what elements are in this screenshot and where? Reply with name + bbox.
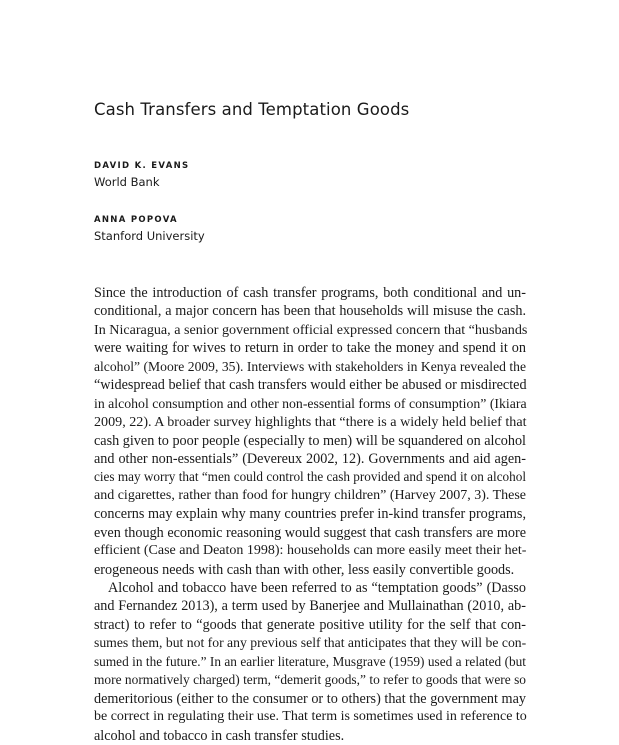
body-line: efficient (Case and Deaton 1998): households can more easily meet their het- <box>94 543 527 559</box>
body-line: and other non-essentials” (Devereux 2002, 12). Governments and aid agen- <box>94 450 526 467</box>
body-line: were waiting for wives to return in order to take the money and spend it on <box>94 340 526 357</box>
body-line: stract) to refer to “goods that generate positive utility for the self that con- <box>94 616 526 633</box>
body-line: Since the introduction of cash transfer programs, both conditional and un- <box>94 285 526 301</box>
body-line: In Nicaragua, a senior government official expressed concern that “husbands <box>94 321 528 338</box>
body-line: 2009, 22). A broader survey highlights that “there is a widely held belief that <box>94 414 527 431</box>
body-line: more normatively charged) term, “demerit goods,” to refer to goods that were so <box>94 672 526 688</box>
body-line: demeritorious (either to the consumer or to others) that the government may <box>94 690 526 707</box>
article-title: Cash Transfers and Temptation Goods <box>94 100 410 119</box>
body-line: sumes them, but not for any previous self that anticipates that they will be con- <box>94 635 527 651</box>
body-line: cies may worry that “men could control the cash provided and spend it on alcohol <box>94 469 526 485</box>
body-line: cash given to poor people (especially to men) will be squandered on alcohol <box>94 432 526 449</box>
author-affiliation-2: Stanford University <box>94 229 205 243</box>
paragraph-1 <box>94 284 526 579</box>
body-line: even though economic reasoning would suggest that cash transfers are more <box>94 524 526 541</box>
body-line: concerns may explain why many countries prefer in-kind transfer programs, <box>94 506 526 523</box>
body-line: alcohol and tobacco in cash transfer studies. <box>94 727 345 744</box>
body-line: conditional, a major concern has been that households will misuse the cash. <box>94 303 526 320</box>
body-line: Alcohol and tobacco have been referred to as “temptation goods” (Dasso <box>108 580 526 596</box>
body-line: be correct in regulating their use. That term is sometimes used in reference to <box>94 709 527 725</box>
body-line: “widespread belief that cash transfers would either be abused or misdirected <box>94 377 527 394</box>
author-name-1: DAVID K. EVANS <box>94 161 190 171</box>
body-line: erogeneous needs with cash than with other, less easily convertible goods. <box>94 561 515 578</box>
body-line: and Fernandez 2013), a term used by Banerjee and Mullainathan (2010, ab- <box>94 598 526 615</box>
article-body <box>94 284 526 745</box>
author-name-2: ANNA POPOVA <box>94 215 178 225</box>
paragraph-2 <box>94 579 526 745</box>
body-line: sumed in the future.” In an earlier literature, Musgrave (1959) used a related (but <box>94 653 526 669</box>
body-line: in alcohol consumption and other non-essential forms of consumption” (Ikiara <box>94 395 527 411</box>
body-line: alcohol” (Moore 2009, 35). Interviews with stakeholders in Kenya revealed the <box>94 358 526 374</box>
author-affiliation-1: World Bank <box>94 175 160 189</box>
body-line: and cigarettes, rather than food for hungry children” (Harvey 2007, 3). These <box>94 487 527 503</box>
